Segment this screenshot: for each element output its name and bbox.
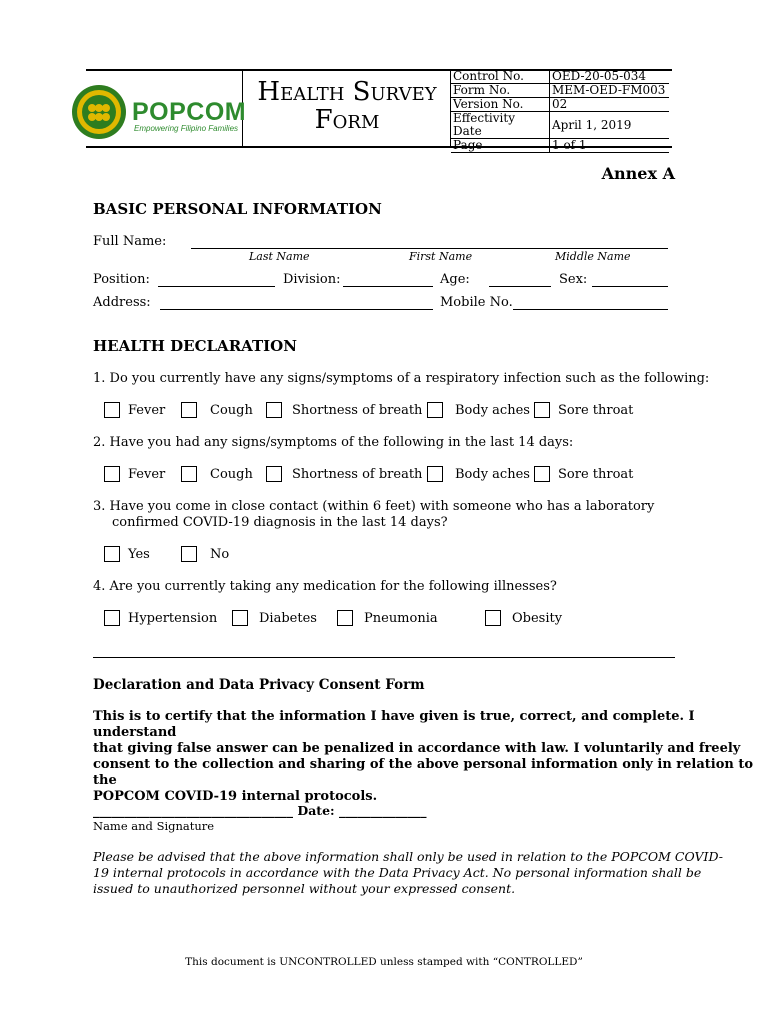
table-row [451,98,669,112]
consent-line: This is to certify that the information I have given is true, correct, and complete. I understand [93,709,695,740]
question-2: 2. Have you had any signs/symptoms of the following in the last 14 days: [93,435,574,450]
note-line: issued to unauthorized personnel without your expressed consent. [93,881,516,896]
address-field[interactable] [160,309,433,310]
option-label: Sore throat [558,403,634,418]
privacy-note [93,849,723,897]
age-label: Age: [440,272,470,287]
consent-line: that giving false answer can be penalized in accordance with law. I voluntarily and freely [93,741,741,756]
checkbox-q1-sore-throat[interactable] [534,402,550,418]
option-label: Hypertension [128,611,218,626]
control-key: Form No. [451,84,550,98]
popcom-seal-icon [70,84,130,140]
sex-field[interactable] [592,286,668,287]
checkbox-q2-fever[interactable] [104,466,120,482]
section-divider [93,657,675,658]
full-name-label: Full Name: [93,234,167,249]
position-field[interactable] [158,286,275,287]
control-value: MEM-OED-FM003 [550,84,670,98]
option-label: Pneumonia [364,611,438,626]
consent-line: POPCOM COVID-19 internal protocols. [93,789,378,804]
checkbox-q4-diabetes[interactable] [232,610,248,626]
footer-notice: This document is UNCONTROLLED unless stamped with “CONTROLLED” [185,956,583,968]
control-value: April 1, 2019 [550,112,670,139]
brand-name: POPCOM [132,98,247,126]
checkbox-q2-shortness-of-breath[interactable] [266,466,282,482]
middle-name-caption: Middle Name [555,250,631,263]
full-name-field[interactable] [191,248,668,249]
control-key: Version No. [451,98,550,112]
option-label: Cough [210,403,253,418]
popcom-logo [70,84,247,140]
control-key: Effectivity Date [451,112,550,139]
question-3: 3. Have you come in close contact (within 6 feet) with someone who has a laboratory [93,499,655,514]
checkbox-q3-no[interactable] [181,546,197,562]
option-label: Shortness of breath [292,467,423,482]
form-title-line1: Health Survey [257,77,437,107]
option-label: Body aches [455,403,530,418]
checkbox-q1-fever[interactable] [104,402,120,418]
form-title-line2: Form [314,105,380,135]
health-declaration-heading: HEALTH DECLARATION [93,337,297,355]
consent-line: consent to the collection and sharing of the above personal information only in relation to the [93,757,754,788]
brand-tagline: Empowering Filipino Families [134,124,239,133]
option-label: Fever [128,403,166,418]
form-title [244,78,450,134]
position-label: Position: [93,272,150,287]
division-label: Division: [283,272,341,287]
note-line: Please be advised that the above information shall only be used in relation to the POPCOM COVID- [93,849,723,864]
checkbox-q3-yes[interactable] [104,546,120,562]
sex-label: Sex: [559,272,588,287]
mobile-field[interactable] [513,309,668,310]
option-label: Body aches [455,467,530,482]
option-label: Cough [210,467,253,482]
option-label: Yes [128,547,150,562]
consent-paragraph [93,709,768,805]
consent-heading: Declaration and Data Privacy Consent Form [93,677,425,693]
control-info-table [451,70,669,153]
option-label: Shortness of breath [292,403,423,418]
first-name-caption: First Name [409,250,473,263]
annex-label: Annex A [601,164,675,183]
option-label: Sore throat [558,467,634,482]
checkbox-q1-cough[interactable] [181,402,197,418]
checkbox-q4-pneumonia[interactable] [337,610,353,626]
question-3-cont: confirmed COVID-19 diagnosis in the last 14 days? [112,515,448,530]
question-4: 4. Are you currently taking any medication for the following illnesses? [93,579,557,594]
table-row [451,84,669,98]
checkbox-q2-body-aches[interactable] [427,466,443,482]
checkbox-q4-obesity[interactable] [485,610,501,626]
table-row [451,112,669,139]
age-field[interactable] [489,286,551,287]
control-key: Control No. [451,70,550,84]
option-label: Fever [128,467,166,482]
mobile-label: Mobile No. [440,295,513,310]
table-row [451,139,669,153]
control-value: OED-20-05-034 [550,70,670,84]
option-label: No [210,547,230,562]
control-value: 1 of 1 [550,139,670,153]
option-label: Obesity [512,611,563,626]
checkbox-q4-hypertension[interactable] [104,610,120,626]
option-label: Diabetes [259,611,317,626]
personal-info-heading: BASIC PERSONAL INFORMATION [93,200,382,218]
checkbox-q2-cough[interactable] [181,466,197,482]
control-key: Page [451,139,550,153]
signature-date-line[interactable]: ________________________________ Date: ______________ [93,803,427,818]
signature-caption: Name and Signature [93,819,215,833]
note-line: 19 internal protocols in accordance with the Data Privacy Act. No personal information shall be [93,865,702,880]
question-1: 1. Do you currently have any signs/symptoms of a respiratory infection such as the following: [93,371,710,386]
checkbox-q2-sore-throat[interactable] [534,466,550,482]
checkbox-q1-body-aches[interactable] [427,402,443,418]
table-row [451,70,669,84]
control-value: 02 [550,98,670,112]
division-field[interactable] [343,286,433,287]
checkbox-q1-shortness-of-breath[interactable] [266,402,282,418]
last-name-caption: Last Name [249,250,310,263]
address-label: Address: [93,295,151,310]
